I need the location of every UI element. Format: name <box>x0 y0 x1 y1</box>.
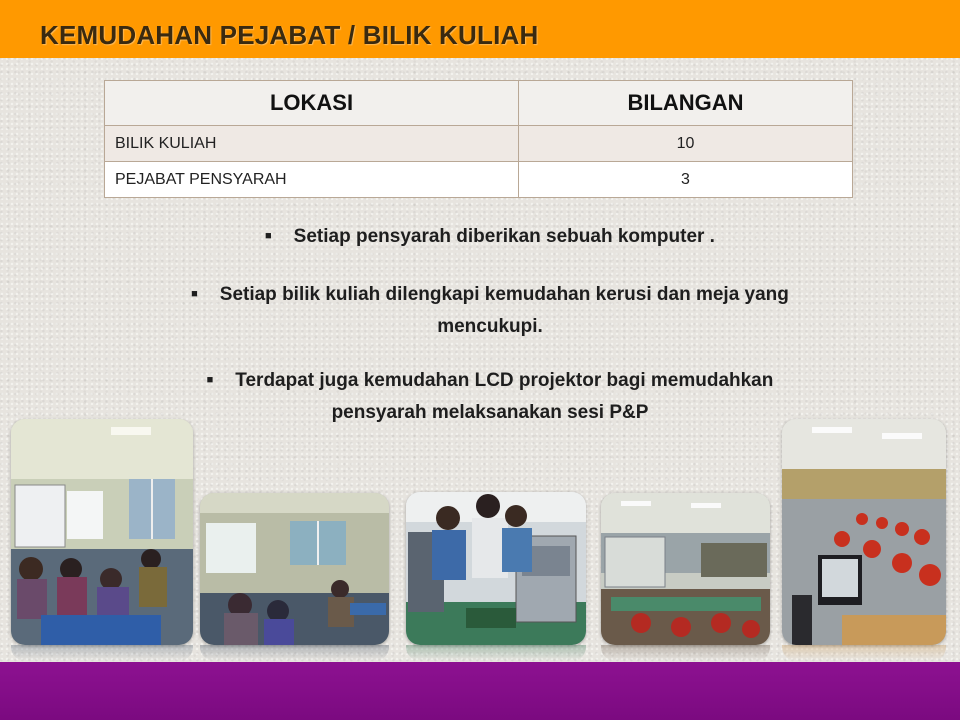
computer-lab-photo <box>782 419 946 645</box>
classroom-projector-photo <box>200 493 389 645</box>
square-bullet-icon: ■ <box>191 288 198 300</box>
footer-bar <box>0 662 960 720</box>
computer-lab-work-photo <box>406 492 586 645</box>
table-row <box>105 162 853 198</box>
bullet-text-continued: pensyarah melaksanakan sesi P&P <box>331 402 649 423</box>
slide-title: KEMUDAHAN PEJABAT / BILIK KULIAH <box>40 20 539 50</box>
bullet-item <box>150 280 830 341</box>
cell-bilangan: 3 <box>519 162 853 198</box>
photo-reflection <box>406 645 586 661</box>
facilities-table <box>104 80 853 198</box>
cell-lokasi: BILIK KULIAH <box>105 126 519 162</box>
bullet-text: Setiap bilik kuliah dilengkapi kemudahan kerusi dan meja yang <box>219 284 789 305</box>
title-bar <box>0 0 960 58</box>
bullet-item <box>160 366 820 427</box>
square-bullet-icon: ■ <box>265 230 272 242</box>
bullet-text: Terdapat juga kemudahan LCD projektor bagi memudahkan <box>235 370 774 391</box>
table-row <box>105 126 853 162</box>
header-bilangan: BILANGAN <box>519 81 853 126</box>
bullet-item <box>230 222 750 254</box>
photo-reflection <box>782 645 946 661</box>
lecture-room-photo <box>11 419 193 645</box>
bullet-text: Setiap pensyarah diberikan sebuah komputer . <box>293 226 715 247</box>
table-header-row <box>105 81 853 126</box>
square-bullet-icon: ■ <box>206 374 214 386</box>
photo-reflection <box>601 645 770 661</box>
header-lokasi: LOKASI <box>105 81 519 126</box>
photo-reflection <box>11 645 193 661</box>
cell-bilangan: 10 <box>519 126 853 162</box>
cell-lokasi: PEJABAT PENSYARAH <box>105 162 519 198</box>
electronics-lab-photo <box>601 493 770 645</box>
photo-reflection <box>200 645 389 661</box>
bullet-text-continued: mencukupi. <box>437 316 543 337</box>
